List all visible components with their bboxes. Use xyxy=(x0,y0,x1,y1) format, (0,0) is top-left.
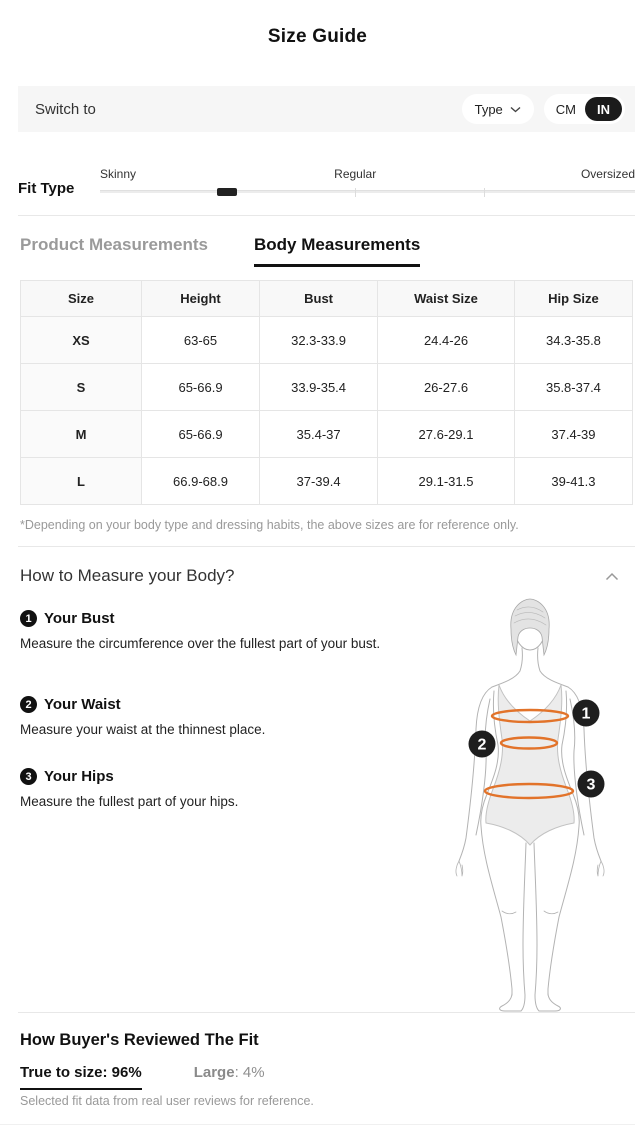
cell-height: 66.9-68.9 xyxy=(142,458,260,505)
fit-track-tick xyxy=(484,188,485,197)
measure-item-heading xyxy=(20,696,388,713)
col-header-size: Size xyxy=(21,281,142,317)
cell-height: 63-65 xyxy=(142,317,260,364)
table-row xyxy=(21,411,633,458)
fit-option-skinny: Skinny xyxy=(100,167,137,181)
measure-item-description: Measure the fullest part of your hips. xyxy=(20,794,239,809)
col-header-bust: Bust xyxy=(260,281,378,317)
step-2-badge: 2 xyxy=(20,696,37,713)
divider xyxy=(0,1124,635,1125)
switch-to-label: Switch to xyxy=(35,100,96,118)
size-table xyxy=(20,280,633,505)
chevron-up-icon xyxy=(605,572,619,581)
col-header-waist: Waist Size xyxy=(378,281,515,317)
badge-3-number: 3 xyxy=(586,776,596,794)
col-header-height: Height xyxy=(142,281,260,317)
measure-section-title: How to Measure your Body? xyxy=(20,566,235,585)
unit-toggle[interactable] xyxy=(544,94,625,124)
measure-item-bust xyxy=(20,610,388,652)
page-title: Size Guide xyxy=(267,26,368,47)
cell-size: S xyxy=(21,364,142,411)
measure-section-header[interactable] xyxy=(20,566,619,586)
step-1-badge: 1 xyxy=(20,610,37,627)
cell-waist: 24.4-26 xyxy=(378,317,515,364)
measure-item-heading xyxy=(20,610,388,627)
cell-hip: 37.4-39 xyxy=(514,411,632,458)
cell-waist: 27.6-29.1 xyxy=(378,411,515,458)
fit-type-track xyxy=(100,190,635,193)
switch-bar xyxy=(18,86,635,132)
table-row xyxy=(21,364,633,411)
badge-1-number: 1 xyxy=(581,705,591,723)
stat-true-to-size[interactable]: True to size: 96% xyxy=(20,1064,142,1090)
stat-large[interactable] xyxy=(194,1064,265,1081)
cell-waist: 26-27.6 xyxy=(378,364,515,411)
cell-hip: 34.3-35.8 xyxy=(514,317,632,364)
measure-item-hips xyxy=(20,768,388,810)
measurement-tabs xyxy=(20,235,420,267)
fit-type-options xyxy=(100,166,635,182)
tab-body-measurements[interactable]: Body Measurements xyxy=(254,235,420,267)
female-body-illustration xyxy=(445,595,635,1020)
fit-type-slider xyxy=(100,166,635,197)
fit-type-label: Fit Type xyxy=(18,180,75,197)
size-table-header-row xyxy=(21,281,633,317)
measure-item-heading xyxy=(20,768,388,785)
measure-item-waist xyxy=(20,696,388,738)
cell-size: L xyxy=(21,458,142,505)
measure-item-title: Your Waist xyxy=(44,696,121,713)
measure-item-description: Measure your waist at the thinnest place. xyxy=(20,722,266,737)
measure-item-title: Your Bust xyxy=(44,610,115,627)
cell-hip: 39-41.3 xyxy=(514,458,632,505)
measure-item-description: Measure the circumference over the fullest part of your bust. xyxy=(20,636,381,651)
cell-waist: 29.1-31.5 xyxy=(378,458,515,505)
cell-bust: 32.3-33.9 xyxy=(260,317,378,364)
cell-height: 65-66.9 xyxy=(142,411,260,458)
cell-height: 65-66.9 xyxy=(142,364,260,411)
cell-bust: 37-39.4 xyxy=(260,458,378,505)
unit-in-option[interactable]: IN xyxy=(585,97,622,121)
cell-hip: 35.8-37.4 xyxy=(514,364,632,411)
tab-product-measurements[interactable]: Product Measurements xyxy=(20,235,208,254)
table-row xyxy=(21,458,633,505)
cell-size: XS xyxy=(21,317,142,364)
cell-size: M xyxy=(21,411,142,458)
fit-type-row xyxy=(18,166,635,197)
table-row xyxy=(21,317,633,364)
cell-bust: 35.4-37 xyxy=(260,411,378,458)
type-dropdown-button[interactable] xyxy=(462,94,534,124)
fit-option-regular: Regular xyxy=(334,167,377,181)
fit-review-heading: How Buyer's Reviewed The Fit xyxy=(20,1031,259,1049)
fit-review-note: Selected fit data from real user reviews for reference. xyxy=(20,1094,314,1108)
fit-option-oversized: Oversized xyxy=(580,167,635,181)
step-3-badge: 3 xyxy=(20,768,37,785)
fit-track-tick xyxy=(355,188,356,197)
body-measurement-figure xyxy=(445,595,635,1020)
type-dropdown-label: Type xyxy=(474,101,503,117)
divider xyxy=(18,1012,635,1013)
measure-item-title: Your Hips xyxy=(44,768,114,785)
cell-bust: 33.9-35.4 xyxy=(260,364,378,411)
collapse-section-button[interactable] xyxy=(605,572,619,581)
fit-review-stats xyxy=(20,1064,265,1090)
col-header-hip: Hip Size xyxy=(514,281,632,317)
fit-type-thumb xyxy=(217,188,237,196)
unit-cm-option[interactable]: CM xyxy=(555,101,576,117)
size-table-note: *Depending on your body type and dressing habits, the above sizes are for reference only. xyxy=(20,518,519,532)
divider xyxy=(18,215,635,216)
divider xyxy=(18,546,635,547)
chevron-down-icon xyxy=(510,106,521,113)
stat-large-label: Large xyxy=(193,1064,235,1081)
badge-2-number: 2 xyxy=(477,736,487,754)
stat-large-value: : 4% xyxy=(234,1064,265,1081)
